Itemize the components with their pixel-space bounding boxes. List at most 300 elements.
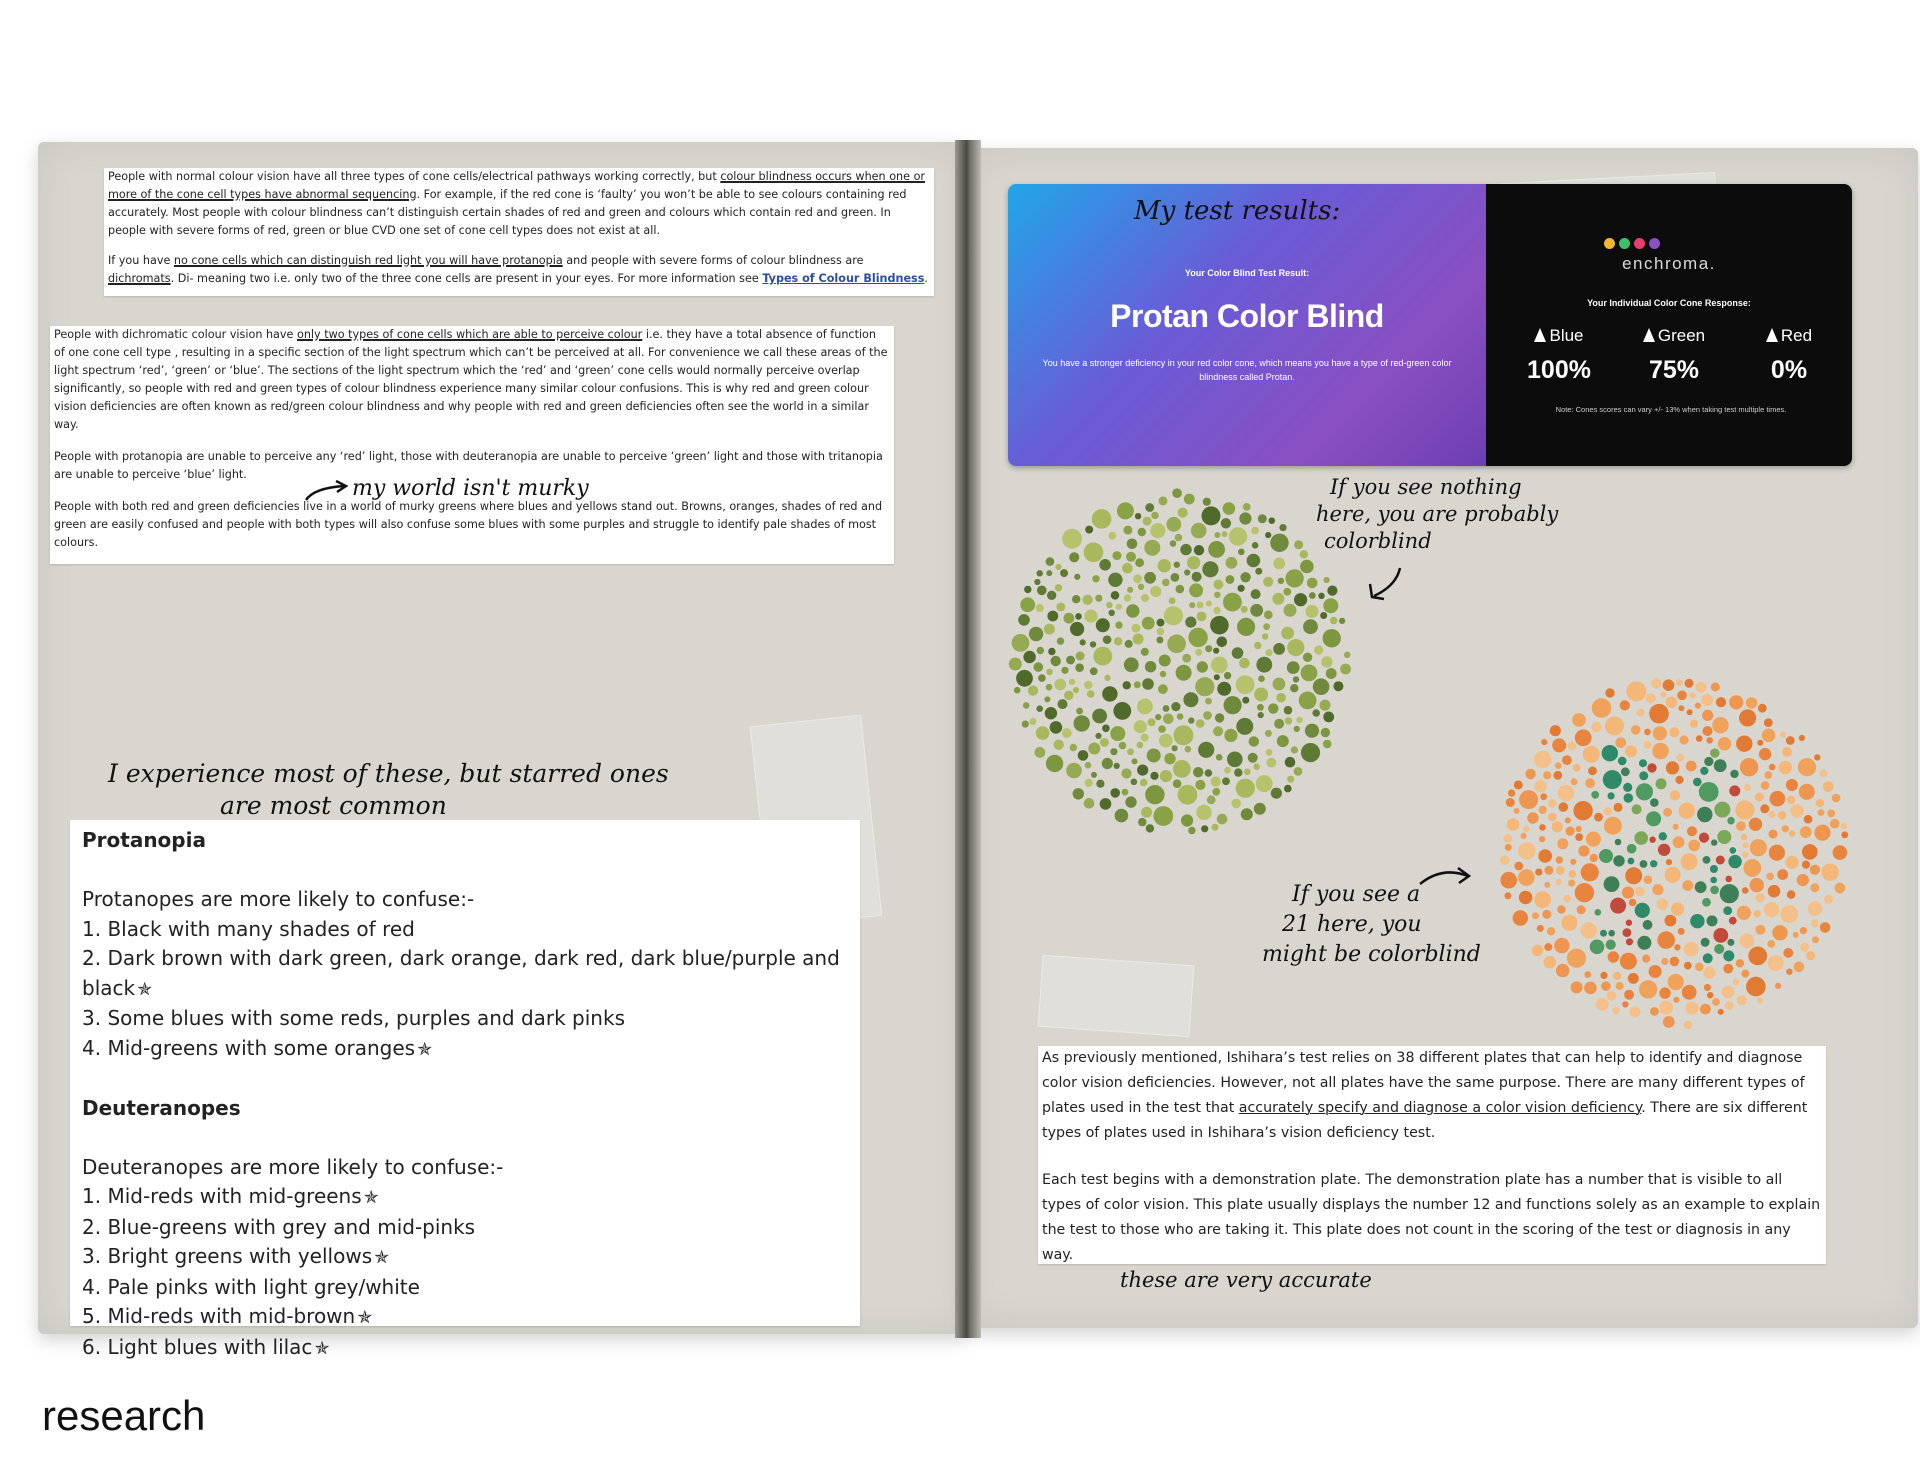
plate-dot <box>1305 724 1319 738</box>
plate-dot <box>1092 575 1099 582</box>
plate-dot <box>1600 930 1607 937</box>
plate-dot <box>1783 948 1793 958</box>
plate-dot <box>1695 881 1707 893</box>
plate-dot <box>1811 919 1819 927</box>
tape-strip <box>1038 955 1195 1037</box>
plate-dot <box>1294 540 1303 549</box>
plate-dot <box>1764 771 1772 779</box>
plate-dot <box>1037 647 1044 654</box>
plate-dot <box>1702 898 1711 907</box>
plate-dot <box>1150 523 1165 538</box>
plate-dot <box>1770 791 1786 807</box>
plate-dot <box>1115 621 1122 628</box>
plate-dot <box>1169 597 1176 604</box>
plate-dot <box>1519 790 1538 809</box>
plate-dot <box>1037 586 1047 596</box>
plate-dot <box>1704 757 1713 766</box>
plate-dot <box>1278 578 1284 584</box>
plate-dot <box>1780 905 1798 923</box>
plate-dot <box>1301 743 1320 762</box>
plate-dot <box>1687 709 1693 715</box>
plate-dot <box>1624 793 1634 803</box>
plate-dot <box>1189 602 1195 608</box>
types-of-colour-blindness-link[interactable]: Types of Colour Blindness <box>762 272 925 285</box>
plate-dot <box>1137 699 1153 715</box>
plate-dot <box>1250 604 1263 617</box>
plate-dot <box>1718 737 1731 750</box>
plate-dot <box>1712 717 1728 733</box>
plate-dot <box>1074 574 1080 580</box>
plate-dot <box>1009 658 1022 671</box>
plate-dot <box>1606 940 1616 950</box>
plate-dot <box>1267 758 1277 768</box>
plate-dot <box>1706 737 1713 744</box>
plate-dot <box>1775 983 1781 989</box>
plate-dot <box>1100 738 1109 747</box>
plate-dot <box>1241 606 1248 613</box>
plate-dot <box>1712 998 1720 1006</box>
plate-dot <box>1110 788 1120 798</box>
plate-dot <box>1810 865 1820 875</box>
plate-dot <box>1284 706 1293 715</box>
plate-dot <box>1695 703 1701 709</box>
plate-dot <box>1203 711 1212 720</box>
plate-dot <box>1607 991 1617 1001</box>
plate-dot <box>1037 570 1043 576</box>
plate-dot <box>1064 691 1074 701</box>
plate-dot <box>1324 577 1330 583</box>
plate-dot <box>1090 667 1098 675</box>
plate-dot <box>1176 665 1192 681</box>
plate-dot <box>1727 817 1735 825</box>
plate-dot <box>1722 986 1735 999</box>
plate-dot <box>1625 745 1637 757</box>
tape-strip <box>750 715 883 928</box>
plate-dot <box>1095 595 1102 602</box>
plate-dot <box>1287 776 1294 783</box>
plate-dot <box>1746 977 1766 997</box>
plate-dot <box>1234 768 1242 776</box>
plate-dot <box>1649 965 1662 978</box>
plate-dot <box>1231 799 1241 809</box>
plate-dot <box>1146 824 1154 832</box>
plate-dot <box>1061 667 1068 674</box>
plate-dot <box>1176 585 1185 594</box>
plate-dot <box>1703 856 1711 864</box>
plate-dot <box>1106 602 1112 608</box>
plate-dot <box>1135 558 1144 567</box>
plate-dot <box>1637 709 1645 717</box>
plate-dot <box>1269 517 1276 524</box>
plate-dot <box>1537 925 1544 932</box>
plate-dot <box>1183 692 1198 707</box>
plate-dot <box>1145 661 1156 672</box>
plate-dot <box>1138 584 1144 590</box>
plate-dot <box>1503 834 1512 843</box>
plate-dot <box>1534 891 1551 908</box>
plate-dot <box>1096 780 1104 788</box>
plate-dot <box>1217 814 1228 825</box>
ishihara-plate-green <box>1004 486 1356 838</box>
plate-dot <box>1659 987 1670 998</box>
plate-dot <box>1703 953 1713 963</box>
plate-dot <box>1255 568 1262 575</box>
plate-dot <box>1036 705 1043 712</box>
plate-dot <box>1054 679 1066 691</box>
plate-dot <box>1144 572 1156 584</box>
plate-dot <box>1207 795 1216 804</box>
plate-dot <box>1707 915 1718 926</box>
plate-dot <box>1294 726 1300 732</box>
plate-dot <box>1132 758 1138 764</box>
plate-dot <box>1055 584 1062 591</box>
plate-dot <box>1195 677 1214 696</box>
plate-dot <box>1127 748 1134 755</box>
plate-dot <box>1193 767 1203 777</box>
plate-dot <box>1816 799 1825 808</box>
plate-dot <box>1034 662 1044 672</box>
plate-dot <box>1764 902 1779 917</box>
plate-dot <box>1697 807 1712 822</box>
plate-dot <box>1227 752 1243 768</box>
plate-dot <box>1723 906 1732 915</box>
plate-dot <box>1682 880 1693 891</box>
plate-dot <box>1798 758 1816 776</box>
plate-dot <box>1109 610 1115 616</box>
plate-dot <box>1675 776 1683 784</box>
plate-dot <box>1710 877 1717 884</box>
plate-dot <box>1696 735 1703 742</box>
plate-dot <box>1689 692 1695 698</box>
plate-dot <box>1088 743 1100 755</box>
plate-dot <box>1270 534 1288 552</box>
plate-dot <box>1187 556 1200 569</box>
plate-dot <box>1656 778 1667 789</box>
plate-dot <box>1104 675 1110 681</box>
plate-dot <box>1590 940 1605 955</box>
plate-dot <box>1229 527 1247 545</box>
logo-dot <box>1634 238 1645 249</box>
plate-dot <box>1174 562 1180 568</box>
plate-dot <box>1123 681 1131 689</box>
plate-dot <box>1777 869 1788 880</box>
plate-dot <box>1126 604 1139 617</box>
plate-dot <box>1172 745 1178 751</box>
plate-dot <box>1614 803 1623 812</box>
plate-dot <box>1303 619 1318 634</box>
plate-dot <box>1695 963 1704 972</box>
plate-dot <box>1727 939 1734 946</box>
plate-dot <box>1131 779 1138 786</box>
plate-dot <box>1082 595 1092 605</box>
plate-dot <box>1287 661 1300 674</box>
plate-dot <box>1710 886 1719 895</box>
plate-dot <box>1213 726 1223 736</box>
plate-dot <box>1182 654 1191 663</box>
plate-dot <box>1264 610 1273 619</box>
plate-dot <box>1714 759 1727 772</box>
plate-dot <box>1565 817 1571 823</box>
plate-dot <box>1166 517 1181 532</box>
plate-dot <box>1741 834 1747 840</box>
plate-dot <box>1643 920 1653 930</box>
plate-dot <box>1591 791 1599 799</box>
plate-dot <box>1326 668 1337 679</box>
plate-dot <box>1568 880 1575 887</box>
plate-dot <box>1786 779 1798 791</box>
plate-dot <box>1649 837 1655 843</box>
plate-dot <box>1046 669 1053 676</box>
plate-dot <box>1091 772 1097 778</box>
plate-dot <box>1575 729 1592 746</box>
plate-dot <box>1058 699 1068 709</box>
plate-dot <box>1080 639 1086 645</box>
plate-dot <box>1583 746 1600 763</box>
plate-dot <box>1644 729 1651 736</box>
plate-dot <box>1841 823 1848 830</box>
plate-dot <box>1613 1007 1620 1014</box>
protanopia-heading: Protanopia <box>82 828 206 852</box>
brand-logo-dots <box>1604 238 1660 249</box>
plate-dot <box>1737 995 1747 1005</box>
plate-dot <box>1203 498 1211 506</box>
plate-dot <box>1301 665 1318 682</box>
plate-dot <box>1044 624 1055 635</box>
plate-dot <box>1514 780 1523 789</box>
plate-dot <box>1158 559 1171 572</box>
plate-dot <box>1309 592 1316 599</box>
plate-dot <box>1266 749 1273 756</box>
plate-dot <box>1666 761 1679 774</box>
arrow-icon <box>1366 566 1406 602</box>
plate-dot <box>1757 740 1763 746</box>
note-murky: my world isn't murky <box>352 476 589 501</box>
plate-dot <box>1110 726 1125 741</box>
plate-dot <box>1226 557 1238 569</box>
plate-dot <box>1812 936 1819 943</box>
plate-dot <box>1195 649 1202 656</box>
plate-dot <box>1172 488 1182 498</box>
plate-dot <box>1307 578 1318 589</box>
plate-dot <box>1185 746 1192 753</box>
plate-dot <box>1746 697 1757 708</box>
plate-dot <box>1576 826 1582 832</box>
plate-dot <box>1618 757 1627 766</box>
plate-dot <box>1184 494 1195 505</box>
plate-dot <box>1684 942 1699 957</box>
plate-dot <box>1320 700 1331 711</box>
plate-dot <box>1639 759 1647 767</box>
plate-dot <box>1615 839 1622 846</box>
plate-dot <box>1306 605 1319 618</box>
plate-dot <box>1552 821 1563 832</box>
plate-dot <box>1048 648 1055 655</box>
plate-dot <box>1653 726 1667 740</box>
plate-dot <box>1790 804 1804 818</box>
plate-dot <box>1661 958 1668 965</box>
plate-dot <box>1566 827 1575 836</box>
plate-dot <box>1047 591 1056 600</box>
plate-dot <box>1251 527 1259 535</box>
plate-dot <box>1736 736 1752 752</box>
clipping-paragraph: People with protanopia are unable to perceive any ‘red’ light, those with deuteranopia are unable to perceive ‘green’ light and those with tritanopia are unable to perceive ‘blue’ light. <box>54 450 883 481</box>
plate-dot <box>1532 912 1539 919</box>
plate-dot <box>1075 613 1082 620</box>
plate-dot <box>1035 747 1046 758</box>
plate-dot <box>1581 863 1599 881</box>
plate-dot <box>1578 845 1589 856</box>
plate-dot <box>1273 558 1285 570</box>
plate-dot <box>1114 763 1120 769</box>
plate-dot <box>1630 1006 1641 1017</box>
plate-dot <box>1824 895 1833 904</box>
plate-dot <box>1273 643 1285 655</box>
plate-dot <box>1635 903 1650 918</box>
plate-dot <box>1527 812 1538 823</box>
plate-dot <box>1248 753 1258 763</box>
plate-dot <box>1577 905 1586 914</box>
plate-dot <box>1211 777 1221 787</box>
plate-dot <box>1222 777 1230 785</box>
plate-dot <box>1650 798 1659 807</box>
list-item: 3. Some blues with some reds, purples and dark pinks <box>82 1006 625 1030</box>
plate-dot <box>1290 684 1298 692</box>
plate-dot <box>1663 1016 1675 1028</box>
plate-dot <box>1202 561 1218 577</box>
plate-dot <box>1212 788 1220 796</box>
plate-dot <box>1144 540 1160 556</box>
plate-dot <box>1084 798 1095 809</box>
plate-dot <box>1716 697 1726 707</box>
list-item: 3. Bright greens with yellows ✯ <box>82 1244 390 1268</box>
plate-dot <box>1591 722 1601 732</box>
plate-dot <box>1736 959 1744 967</box>
plate-dot <box>1571 981 1583 993</box>
plate-dot <box>1272 593 1284 605</box>
plate-dot <box>1050 721 1063 734</box>
plate-dot <box>1113 551 1122 560</box>
plate-dot <box>1291 746 1298 753</box>
plate-dot <box>1127 587 1133 593</box>
plate-dot <box>1725 1001 1734 1010</box>
plate-dot <box>1318 593 1324 599</box>
plate-dot <box>1085 526 1093 534</box>
plate-dot <box>1084 543 1104 563</box>
plate-dot <box>1534 780 1546 792</box>
plate-dot <box>1206 601 1212 607</box>
plate-dot <box>1810 883 1819 892</box>
plate-dot <box>1737 906 1751 920</box>
plate-dot <box>1012 634 1030 652</box>
plate-dot <box>1073 687 1079 693</box>
plate-dot <box>1769 764 1776 771</box>
plate-dot <box>1736 821 1746 831</box>
plate-dot <box>1178 785 1198 805</box>
clipping-paragraph: If you have no cone cells which can distinguish red light you will have protanopia and people with severe forms of colour blindness are dichromats. Di- meaning two i.e. only two of the three cone cells are present in your eyes. For more information see Types of Colour Blindness. <box>108 254 928 285</box>
plate-dot <box>1758 704 1767 713</box>
plate-dot <box>1143 517 1152 526</box>
plate-dot <box>1258 675 1265 682</box>
plate-dot <box>1036 726 1050 740</box>
plate-dot <box>1340 664 1351 675</box>
deuteranopes-heading: Deuteranopes <box>82 1095 241 1120</box>
plate-dot <box>1076 708 1083 715</box>
plate-dot <box>1804 815 1813 824</box>
plate-dot <box>1749 818 1762 831</box>
notebook-spine <box>955 140 981 1338</box>
plate-dot <box>1197 602 1204 609</box>
plate-dot <box>1769 830 1778 839</box>
plate-dot <box>1159 655 1171 667</box>
plate-dot <box>1134 681 1141 688</box>
plate-dot <box>1217 682 1231 696</box>
plate-dot <box>1835 883 1846 894</box>
plate-dot <box>1036 604 1044 612</box>
plate-dot <box>1684 1021 1693 1030</box>
cone-response-label: Your Individual Color Cone Response: <box>1587 298 1751 308</box>
plate-dot <box>1821 864 1838 881</box>
plate-dot <box>1084 610 1097 623</box>
plate-dot <box>1608 792 1615 799</box>
list-item: 2. Blue-greens with grey and mid-pinks <box>82 1214 476 1239</box>
plate-dot <box>1608 951 1619 962</box>
plate-dot <box>1634 831 1648 845</box>
plate-dot <box>1532 945 1543 956</box>
plate-dot <box>1571 778 1578 785</box>
plate-dot <box>1095 733 1101 739</box>
plate-dot <box>1592 698 1612 718</box>
plate-dot <box>1603 770 1622 789</box>
note-test-results: My test results: <box>1134 196 1341 226</box>
plate-dot <box>1028 685 1038 695</box>
plate-dot <box>1090 641 1096 647</box>
plate-dot <box>1093 647 1112 666</box>
plate-dot <box>1778 811 1787 820</box>
cone-score-note: Note: Cones scores can vary +/- 13% when taking test multiple times. <box>1555 405 1787 414</box>
star-icon: ✯ <box>137 978 153 1000</box>
plate-dot <box>1650 1007 1659 1016</box>
plate-dot <box>1558 785 1574 801</box>
plate-dot <box>1768 885 1781 898</box>
plate-dot <box>1160 770 1172 782</box>
plate-dot <box>1202 506 1221 525</box>
plate-dot <box>1808 901 1823 916</box>
plate-dot <box>1016 670 1033 687</box>
plate-dot <box>1711 839 1717 845</box>
plate-dot <box>1557 838 1568 849</box>
plate-dot <box>1743 842 1749 848</box>
plate-dot <box>1800 943 1809 952</box>
plate-dot <box>1276 693 1286 703</box>
plate-dot <box>1550 725 1561 736</box>
plate-dot <box>1572 713 1586 727</box>
plate-dot <box>1023 651 1035 663</box>
plate-dot <box>1100 798 1112 810</box>
plate-dot <box>1300 560 1314 574</box>
plate-dot <box>1814 754 1820 760</box>
plate-dot <box>1616 982 1624 990</box>
plate-dot <box>1594 813 1603 822</box>
list-item: 6. Light blues with lilac ✯ <box>82 1334 330 1359</box>
plate-dot <box>1764 718 1773 727</box>
plate-dot <box>1723 964 1733 974</box>
plate-dot <box>1181 814 1193 826</box>
plate-dot <box>1723 950 1734 961</box>
plate-dot <box>1696 682 1707 693</box>
plate-dot <box>1141 807 1152 818</box>
plate-dot <box>1256 657 1272 673</box>
plate-dot <box>1518 842 1535 859</box>
